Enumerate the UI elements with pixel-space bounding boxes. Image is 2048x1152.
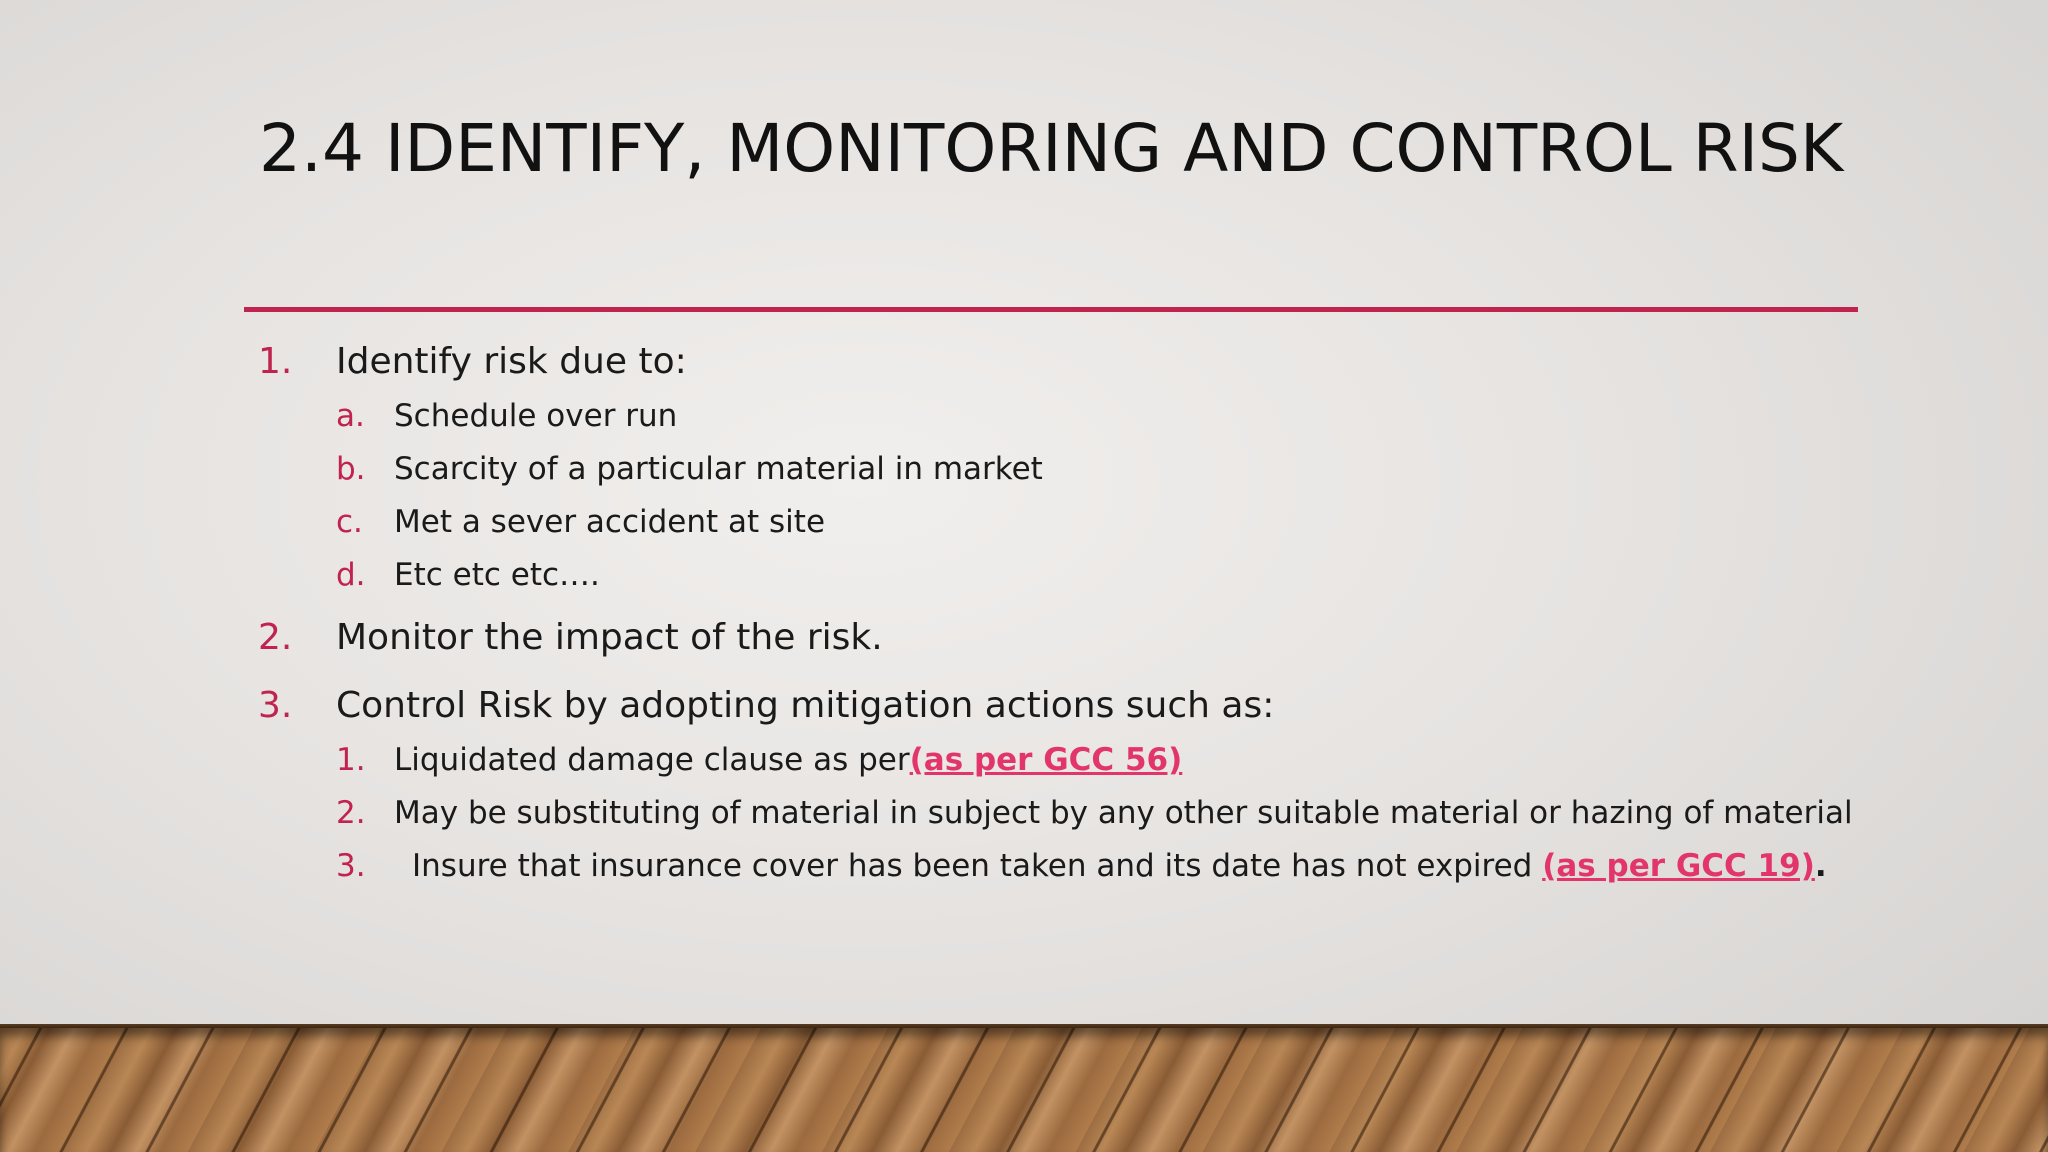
- sublist-3: [258, 734, 1853, 893]
- sentence-period: .: [1814, 848, 1827, 884]
- sublist-text-body: Liquidated damage clause as per: [394, 742, 910, 778]
- sublist-item-b: [258, 443, 1818, 496]
- wood-floor-decoration: [0, 1028, 2048, 1152]
- gcc-19-link[interactable]: (as per GCC 19): [1542, 848, 1815, 884]
- sublist-number: 2.: [336, 795, 366, 831]
- list-item-1: [258, 336, 1818, 388]
- sublist-text: Met a sever accident at site: [394, 504, 826, 540]
- sublist-text: [394, 734, 1182, 787]
- sublist-1: [258, 390, 1818, 602]
- list-item-2: [258, 612, 1818, 664]
- list-text: Identify risk due to:: [336, 341, 687, 382]
- list-number: 2.: [258, 617, 293, 658]
- sublist-number: 1.: [336, 742, 366, 778]
- list-text: Monitor the impact of the risk.: [336, 617, 883, 658]
- sublist-item-2: [258, 787, 1853, 840]
- sublist-text: May be substituting of material in subject by any other suitable material or hazing of material: [394, 795, 1853, 831]
- sublist-text: Schedule over run: [394, 398, 678, 434]
- sublist-text-body: Insure that insurance cover has been taken and its date has not expired: [412, 848, 1543, 884]
- slide-content: [258, 336, 1853, 903]
- title-divider: [244, 307, 1858, 312]
- gcc-56-link[interactable]: (as per GCC 56): [909, 742, 1183, 778]
- sublist-letter: b.: [336, 451, 366, 487]
- sublist-item-d: [258, 549, 1818, 602]
- sublist-letter: c.: [336, 504, 363, 540]
- list-item-3: [258, 680, 1818, 732]
- list-text: Control Risk by adopting mitigation actions such as:: [336, 685, 1275, 726]
- sublist-item-c: [258, 496, 1818, 549]
- sublist-number: 3.: [336, 848, 366, 884]
- sublist-text: [394, 840, 1827, 893]
- sublist-letter: d.: [336, 557, 366, 593]
- sublist-letter: a.: [336, 398, 365, 434]
- list-number: 3.: [258, 685, 293, 726]
- slide-title: 2.4 IDENTIFY, MONITORING AND CONTROL RISK: [259, 110, 1844, 187]
- sublist-item-a: [258, 390, 1818, 443]
- sublist-text: Scarcity of a particular material in market: [394, 451, 1043, 487]
- list-number: 1.: [258, 341, 293, 382]
- sublist-item-1: [258, 734, 1818, 787]
- sublist-text: Etc etc etc….: [394, 557, 600, 593]
- sublist-item-3: [258, 840, 1827, 893]
